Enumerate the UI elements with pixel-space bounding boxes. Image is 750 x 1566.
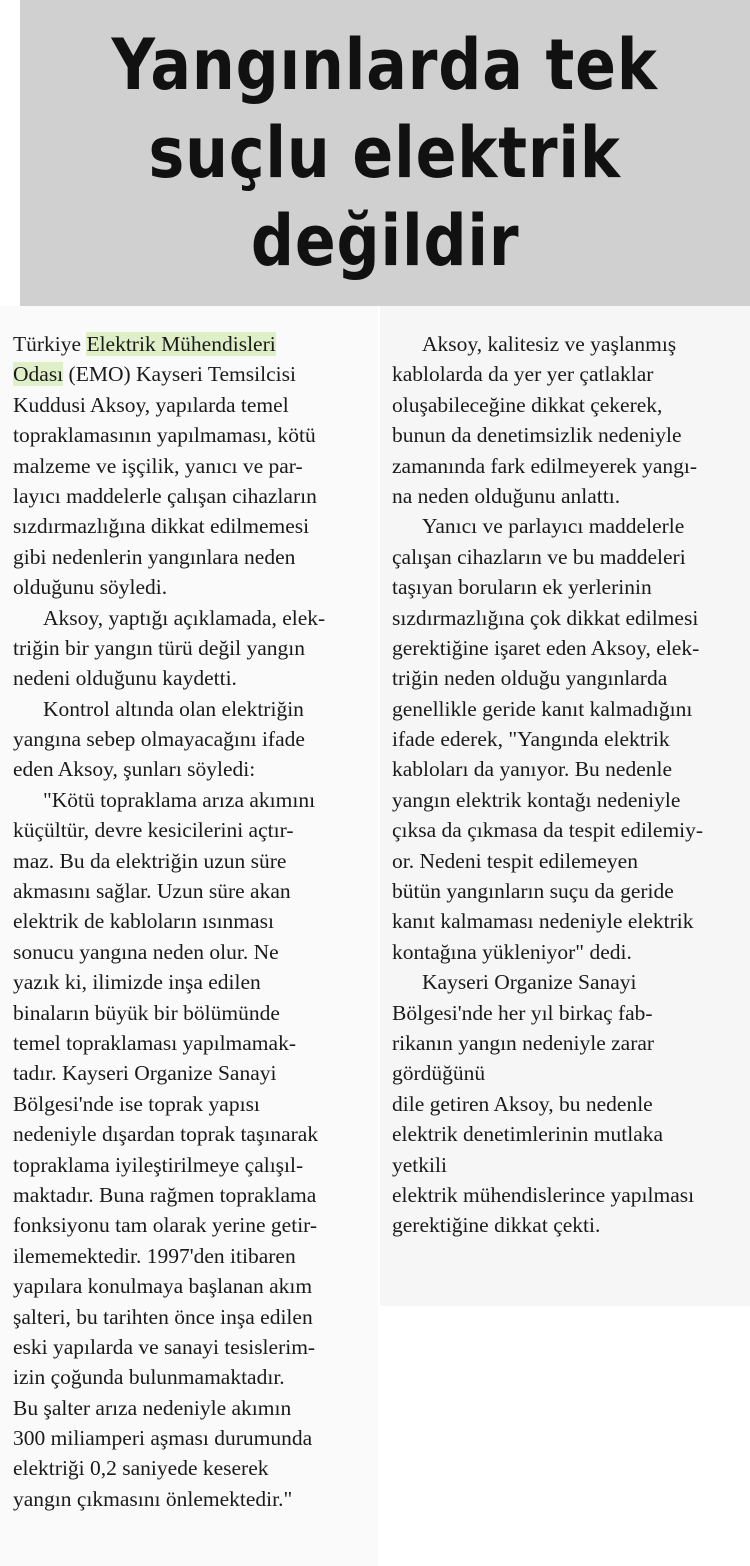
article-line: gördüğünü <box>392 1061 486 1086</box>
article-line: çıksa da çıkmasa da tespit edilemiy- <box>392 818 704 843</box>
article-line: triğin bir yangın türü değil yangın <box>13 635 305 660</box>
article-line: Kuddusi Aksoy, yapılarda temel <box>13 392 289 417</box>
article-line: gerektiğine dikkat çekti. <box>392 1213 601 1238</box>
text-fragment: (EMO) Kayseri Temsilcisi <box>63 362 296 387</box>
text-fragment: Türkiye <box>13 332 87 356</box>
article-line: Kontrol altında olan elektriğin <box>43 696 304 721</box>
article-line <box>13 329 365 359</box>
article-line: yazık ki, ilimizde inşa edilen <box>13 970 261 995</box>
article-line <box>13 359 365 389</box>
article-line: Aksoy, kalitesiz ve yaşlanmış <box>422 332 677 356</box>
article-line: na neden olduğunu anlattı. <box>392 483 621 508</box>
article-line: Bölgesi'nde ise toprak yapısı <box>13 1091 260 1116</box>
article-line: taşıyan boruların ek yerlerinin <box>392 575 652 600</box>
article-line: yetkili <box>392 1152 447 1177</box>
article-line: eden Aksoy, şunları söyledi: <box>13 757 256 782</box>
article-line: sonucu yangına neden olur. Ne <box>13 939 279 964</box>
article-line: eski yapılarda ve sanayi tesislerim- <box>13 1334 316 1359</box>
article-line: yangın çıkmasını önlemektedir." <box>13 1486 293 1511</box>
article-line: elektrik denetimlerinin mutlaka <box>392 1122 664 1147</box>
article-line: olduğunu söyledi. <box>13 575 168 600</box>
article-line: maz. Bu da elektriğin uzun süre <box>13 848 287 873</box>
article-line: gibi nedenlerin yangınlara neden <box>13 544 296 569</box>
article-line: kontağına yükleniyor" dedi. <box>392 939 632 964</box>
article-line: rikanın yangın nedeniyle zarar <box>392 1030 655 1055</box>
article-line: triğin neden olduğu yangınlarda <box>392 666 668 691</box>
article-line: Bölgesi'nde her yıl birkaç fab- <box>392 1000 653 1025</box>
article-line: topraklamasının yapılmaması, kötü <box>13 423 316 448</box>
article-line: genellikle geride kanıt kalmadığını <box>392 696 693 721</box>
article-line: çalışan cihazların ve bu maddeleri <box>392 544 686 569</box>
article-line: akmasını sağlar. Uzun süre akan <box>13 879 291 904</box>
article-line: oluşabileceğine dikkat çekerek, <box>392 392 663 417</box>
article-line: bunun da denetimsizlik nedeniyle <box>392 423 682 448</box>
article-line: topraklama iyileştirilmeye çalışıl- <box>13 1152 304 1177</box>
article-line: zamanında fark edilmeyerek yangı- <box>392 453 698 478</box>
article-line: temel topraklaması yapılmamak- <box>13 1030 296 1055</box>
article-line: sızdırmazlığına dikkat edilmemesi <box>13 514 310 539</box>
article-line: binaların büyük bir bölümünde <box>13 1000 280 1025</box>
article-line: şalteri, bu tarihten önce inşa edilen <box>13 1304 313 1329</box>
article-line: "Kötü topraklama arıza akımını <box>43 787 316 812</box>
article-line: or. Nedeni tespit edilemeyen <box>392 848 638 873</box>
article-line: fonksiyonu tam olarak yerine getir- <box>13 1213 318 1238</box>
article-line: dile getiren Aksoy, bu nedenle <box>392 1091 653 1116</box>
article-line: Aksoy, yaptığı açıklamada, elek- <box>43 605 326 630</box>
article-line: kanıt kalmaması nedeniyle elektrik <box>392 909 694 934</box>
article-line: kablolarda da yer yer çatlaklar <box>392 362 654 387</box>
article-line: Kayseri Organize Sanayi <box>422 970 637 995</box>
article-line: maktadır. Buna rağmen topraklama <box>13 1182 317 1207</box>
article-line: nedeni olduğunu kaydetti. <box>13 666 237 691</box>
article-line: elektriği 0,2 saniyede keserek <box>13 1456 269 1481</box>
article-line: küçültür, devre kesicilerini açtır- <box>13 818 294 843</box>
article-line: gerektiğine işaret eden Aksoy, elek- <box>392 635 700 660</box>
headline-line-3: değildir <box>250 200 520 282</box>
article-line: 300 miliamperi aşması durumunda <box>13 1426 313 1451</box>
article-line: izin çoğunda bulunmamaktadır. <box>13 1365 285 1390</box>
article-line: layıcı maddelerle çalışan cihazların <box>13 483 317 508</box>
highlighted-organization-name: Odası <box>13 362 64 387</box>
highlighted-organization-name: Elektrik Mühendisleri <box>86 332 276 356</box>
article-line: yangına sebep olmayacağını ifade <box>13 727 305 752</box>
article-line: yangın elektrik kontağı nedeniyle <box>392 787 681 812</box>
article-line: bütün yangınların suçu da geride <box>392 879 674 904</box>
headline-banner <box>20 0 750 306</box>
article-right-column <box>392 329 742 1241</box>
article-line: sızdırmazlığına çok dikkat edilmesi <box>392 605 699 630</box>
article-line: tadır. Kayseri Organize Sanayi <box>13 1061 277 1086</box>
article-left-column <box>13 329 365 1514</box>
article-line: ifade ederek, "Yangında elektrik <box>392 727 670 752</box>
article-line: Yanıcı ve parlayıcı maddelerle <box>422 514 685 539</box>
article-line: malzeme ve işçilik, yanıcı ve par- <box>13 453 303 478</box>
article-line: kabloları da yanıyor. Bu nedenle <box>392 757 673 782</box>
headline-line-2: suçlu elektrik <box>148 112 622 194</box>
headline-line-1: Yangınlarda tek <box>111 24 659 106</box>
article-line: ilememektedir. 1997'den itibaren <box>13 1243 296 1268</box>
article-line: Bu şalter arıza nedeniyle akımın <box>13 1395 292 1420</box>
article-line: elektrik de kabloların ısınması <box>13 909 274 934</box>
article-line: elektrik mühendislerince yapılması <box>392 1182 695 1207</box>
article-line: yapılara konulmaya başlanan akım <box>13 1274 313 1299</box>
article-line: nedeniyle dışardan toprak taşınarak <box>13 1122 319 1147</box>
